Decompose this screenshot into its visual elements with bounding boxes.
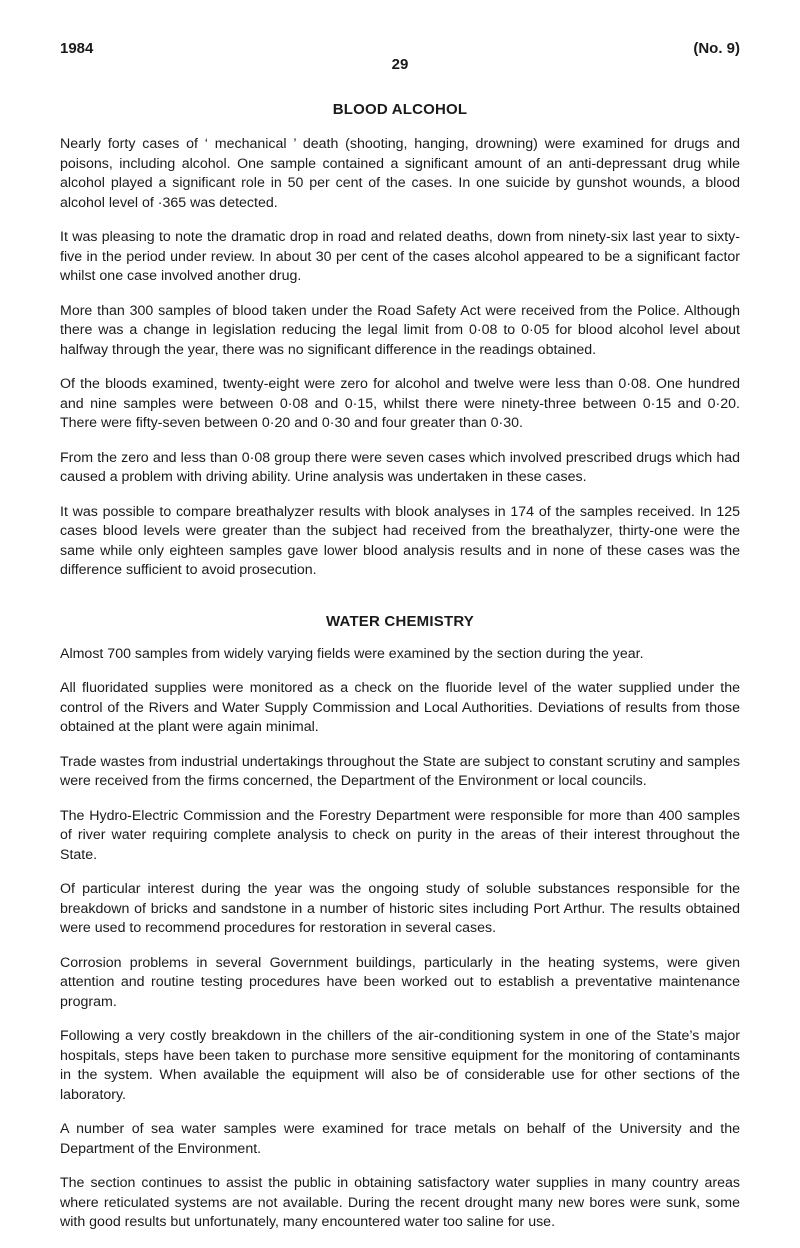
paragraph: Trade wastes from industrial undertakings throughout the State are subject to constant scrutiny and samples were received from the firms concerned, the Department of the Environment or local councils. bbox=[60, 753, 740, 789]
paragraph: Following a very costly breakdown in the chillers of the air-conditioning system in one of the State’s major hospitals, steps have been taken to purchase more sensitive equipment for the monitoring of contaminants in the system. When available the equipment will also be of considerable use for other sections of the laboratory. bbox=[60, 1028, 740, 1103]
document-page bbox=[60, 40, 740, 1248]
section-blood-alcohol bbox=[60, 101, 740, 581]
paragraph: From the zero and less than 0·08 group there were seven cases which involved prescribed drugs which had caused a problem with driving ability. Urine analysis was undertaken in these cases. bbox=[60, 449, 740, 485]
paragraph: Nearly forty cases of ‘ mechanical ’ death (shooting, hanging, drowning) were examined for drugs and poisons, including alcohol. One sample contained a significant amount of an anti-depressant drug while alcohol played a significant role in 50 per cent of the cases. In one suicide by gunshot wounds, a blood alcohol level of ·365 was detected. bbox=[60, 136, 740, 211]
paragraph: Almost 700 samples from widely varying fields were examined by the section during the year. bbox=[60, 645, 644, 662]
section-water-chemistry bbox=[60, 613, 740, 1233]
running-header bbox=[60, 40, 740, 60]
header-year: 1984 bbox=[60, 40, 94, 57]
paragraph: Corrosion problems in several Government buildings, particularly in the heating systems, were given attention and routine testing procedures have been worked out to establish a preventative maintenance program. bbox=[60, 954, 740, 1010]
page-number: 29 bbox=[391, 56, 409, 73]
paragraph: All fluoridated supplies were monitored as a check on the fluoride level of the water supplied under the control of the Rivers and Water Supply Commission and Local Authorities. Deviations of results from those obtained at the plant were again minimal. bbox=[60, 680, 740, 735]
section-title: BLOOD ALCOHOL bbox=[332, 101, 468, 118]
paragraph: Of particular interest during the year was the ongoing study of soluble substances responsible for the breakdown of bricks and sandstone in a number of historic sites including Port Arthur. The results obtained were used to recommend procedures for restoration in several cases. bbox=[60, 881, 740, 936]
paragraph: The Hydro-Electric Commission and the Forestry Department were responsible for more than 400 samples of river water requiring complete analysis to check on purity in the areas of their interest throughout the State. bbox=[60, 807, 740, 863]
paragraph: It was pleasing to note the dramatic drop in road and related deaths, down from ninety-six last year to sixty-five in the period under review. In about 30 per cent of the cases alcohol appeared to be a significant factor whilst one case involved another drug. bbox=[60, 229, 740, 284]
paragraph: It was possible to compare breathalyzer results with blook analyses in 174 of the samples received. In 125 cases blood levels were greater than the subject had received from the breathalyzer, thirty-one were the same while only eighteen samples gave lower blood analysis results and in none of these cases was the difference sufficient to avoid prosecution. bbox=[60, 503, 740, 578]
paragraph: A number of sea water samples were examined for trace metals on behalf of the University and the Department of the Environment. bbox=[60, 1121, 740, 1157]
paragraph: The section continues to assist the public in obtaining satisfactory water supplies in many country areas where reticulated systems are not available. During the recent drought many new bores were sunk, some with good results but unfortunately, many encountered water too saline for use. bbox=[60, 1175, 740, 1230]
section-title: WATER CHEMISTRY bbox=[326, 612, 474, 630]
paragraph: Of the bloods examined, twenty-eight were zero for alcohol and twelve were less than 0·08. One hundred and nine samples were between 0·08 and 0·15, whilst there were ninety-three between 0·15 and 0·20. There were fifty-seven between 0·20 and 0·30 and four greater than 0·30. bbox=[60, 376, 740, 431]
header-issue: (No. 9) bbox=[693, 40, 740, 57]
paragraph: More than 300 samples of blood taken under the Road Safety Act were received from the Police. Although there was a change in legislation reducing the legal limit from 0·08 to 0·05 for blood alcohol level about halfway through the year, there was no significant difference in the readings obtained. bbox=[60, 302, 740, 358]
